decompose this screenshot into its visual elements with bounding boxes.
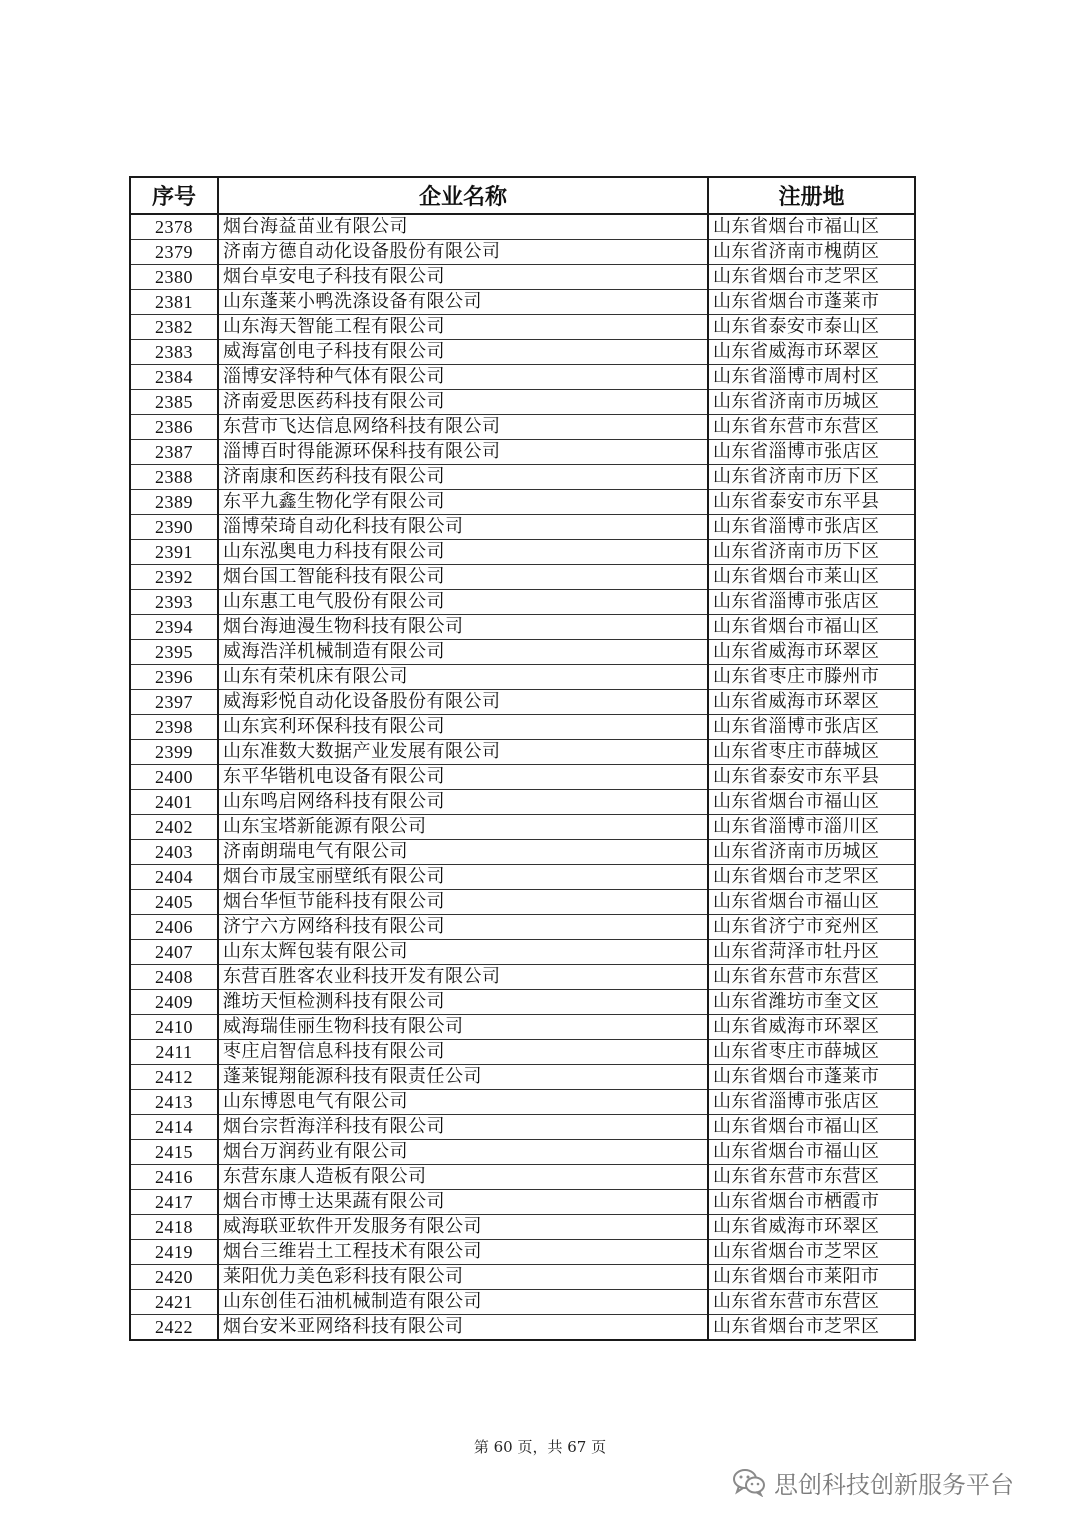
- cell-enterprise-name: 莱阳优力美色彩科技有限公司: [218, 1265, 708, 1290]
- cell-registered-location: 山东省威海市环翠区: [708, 640, 915, 665]
- table-row: [130, 640, 915, 665]
- cell-enterprise-name: 山东泓奥电力科技有限公司: [218, 540, 708, 565]
- table-row: [130, 1090, 915, 1115]
- cell-enterprise-name: 蓬莱锟翔能源科技有限责任公司: [218, 1065, 708, 1090]
- cell-serial-number: 2422: [130, 1315, 218, 1341]
- watermark-text: 思创科技创新服务平台: [774, 1470, 1014, 1499]
- cell-serial-number: 2408: [130, 965, 218, 990]
- table-row: [130, 940, 915, 965]
- table-header-row: [130, 177, 915, 214]
- cell-serial-number: 2419: [130, 1240, 218, 1265]
- cell-enterprise-name: 山东太辉包装有限公司: [218, 940, 708, 965]
- cell-enterprise-name: 东营市飞达信息网络科技有限公司: [218, 415, 708, 440]
- cell-serial-number: 2415: [130, 1140, 218, 1165]
- table-row: [130, 715, 915, 740]
- cell-enterprise-name: 威海富创电子科技有限公司: [218, 340, 708, 365]
- cell-registered-location: 山东省潍坊市奎文区: [708, 990, 915, 1015]
- cell-registered-location: 山东省烟台市福山区: [708, 1140, 915, 1165]
- cell-registered-location: 山东省威海市环翠区: [708, 690, 915, 715]
- cell-registered-location: 山东省烟台市芝罘区: [708, 865, 915, 890]
- cell-registered-location: 山东省烟台市栖霞市: [708, 1190, 915, 1215]
- cell-registered-location: 山东省烟台市芝罘区: [708, 265, 915, 290]
- table-row: [130, 1165, 915, 1190]
- table-row: [130, 790, 915, 815]
- cell-registered-location: 山东省烟台市芝罘区: [708, 1240, 915, 1265]
- cell-serial-number: 2378: [130, 214, 218, 240]
- table-row: [130, 415, 915, 440]
- cell-serial-number: 2417: [130, 1190, 218, 1215]
- cell-serial-number: 2411: [130, 1040, 218, 1065]
- table-row: [130, 1065, 915, 1090]
- table-body: [130, 214, 915, 1340]
- cell-registered-location: 山东省烟台市福山区: [708, 890, 915, 915]
- cell-registered-location: 山东省东营市东营区: [708, 1165, 915, 1190]
- cell-enterprise-name: 山东惠工电气股份有限公司: [218, 590, 708, 615]
- cell-registered-location: 山东省烟台市莱阳市: [708, 1265, 915, 1290]
- cell-enterprise-name: 济南朗瑞电气有限公司: [218, 840, 708, 865]
- cell-registered-location: 山东省威海市环翠区: [708, 1215, 915, 1240]
- cell-registered-location: 山东省济南市槐荫区: [708, 240, 915, 265]
- cell-registered-location: 山东省烟台市福山区: [708, 214, 915, 240]
- cell-registered-location: 山东省淄博市张店区: [708, 590, 915, 615]
- cell-registered-location: 山东省菏泽市牡丹区: [708, 940, 915, 965]
- cell-serial-number: 2402: [130, 815, 218, 840]
- cell-registered-location: 山东省东营市东营区: [708, 965, 915, 990]
- cell-registered-location: 山东省济南市历下区: [708, 465, 915, 490]
- cell-enterprise-name: 山东准数大数据产业发展有限公司: [218, 740, 708, 765]
- cell-enterprise-name: 淄博荣琦自动化科技有限公司: [218, 515, 708, 540]
- cell-registered-location: 山东省烟台市莱山区: [708, 565, 915, 590]
- cell-enterprise-name: 淄博百时得能源环保科技有限公司: [218, 440, 708, 465]
- cell-serial-number: 2383: [130, 340, 218, 365]
- table-row: [130, 865, 915, 890]
- cell-enterprise-name: 东营东康人造板有限公司: [218, 1165, 708, 1190]
- cell-enterprise-name: 烟台华恒节能科技有限公司: [218, 890, 708, 915]
- cell-enterprise-name: 枣庄启智信息科技有限公司: [218, 1040, 708, 1065]
- table-row: [130, 565, 915, 590]
- cell-enterprise-name: 山东创佳石油机械制造有限公司: [218, 1290, 708, 1315]
- table-row: [130, 315, 915, 340]
- table-row: [130, 690, 915, 715]
- header-enterprise-name: 企业名称: [218, 177, 708, 214]
- cell-registered-location: 山东省枣庄市薛城区: [708, 740, 915, 765]
- cell-serial-number: 2403: [130, 840, 218, 865]
- cell-enterprise-name: 山东博恩电气有限公司: [218, 1090, 708, 1115]
- table-row: [130, 214, 915, 240]
- table-row: [130, 740, 915, 765]
- cell-serial-number: 2414: [130, 1115, 218, 1140]
- cell-serial-number: 2395: [130, 640, 218, 665]
- cell-registered-location: 山东省济南市历下区: [708, 540, 915, 565]
- cell-registered-location: 山东省东营市东营区: [708, 1290, 915, 1315]
- cell-serial-number: 2394: [130, 615, 218, 640]
- cell-serial-number: 2380: [130, 265, 218, 290]
- table-row: [130, 965, 915, 990]
- cell-registered-location: 山东省烟台市福山区: [708, 1115, 915, 1140]
- table-row: [130, 1190, 915, 1215]
- cell-serial-number: 2391: [130, 540, 218, 565]
- cell-serial-number: 2388: [130, 465, 218, 490]
- cell-serial-number: 2397: [130, 690, 218, 715]
- cell-enterprise-name: 山东有荣机床有限公司: [218, 665, 708, 690]
- table-row: [130, 515, 915, 540]
- cell-enterprise-name: 烟台宗哲海洋科技有限公司: [218, 1115, 708, 1140]
- table-row: [130, 890, 915, 915]
- cell-registered-location: 山东省泰安市东平县: [708, 490, 915, 515]
- table-row: [130, 1140, 915, 1165]
- cell-registered-location: 山东省烟台市福山区: [708, 615, 915, 640]
- cell-serial-number: 2399: [130, 740, 218, 765]
- enterprise-table: [129, 176, 916, 1341]
- cell-serial-number: 2390: [130, 515, 218, 540]
- table-row: [130, 365, 915, 390]
- cell-registered-location: 山东省烟台市福山区: [708, 790, 915, 815]
- cell-serial-number: 2421: [130, 1290, 218, 1315]
- cell-enterprise-name: 烟台市晟宝丽壁纸有限公司: [218, 865, 708, 890]
- cell-serial-number: 2404: [130, 865, 218, 890]
- table-row: [130, 340, 915, 365]
- table-row: [130, 540, 915, 565]
- wechat-icon: [732, 1467, 766, 1497]
- cell-serial-number: 2409: [130, 990, 218, 1015]
- cell-serial-number: 2385: [130, 390, 218, 415]
- cell-serial-number: 2387: [130, 440, 218, 465]
- cell-enterprise-name: 威海浩洋机械制造有限公司: [218, 640, 708, 665]
- cell-serial-number: 2392: [130, 565, 218, 590]
- cell-registered-location: 山东省烟台市蓬莱市: [708, 1065, 915, 1090]
- cell-enterprise-name: 烟台市博士达果蔬有限公司: [218, 1190, 708, 1215]
- table-row: [130, 465, 915, 490]
- cell-serial-number: 2379: [130, 240, 218, 265]
- cell-registered-location: 山东省淄博市张店区: [708, 715, 915, 740]
- cell-registered-location: 山东省济宁市兖州区: [708, 915, 915, 940]
- cell-registered-location: 山东省泰安市东平县: [708, 765, 915, 790]
- cell-enterprise-name: 烟台卓安电子科技有限公司: [218, 265, 708, 290]
- cell-enterprise-name: 济南康和医药科技有限公司: [218, 465, 708, 490]
- table-row: [130, 1040, 915, 1065]
- cell-enterprise-name: 烟台国工智能科技有限公司: [218, 565, 708, 590]
- cell-serial-number: 2384: [130, 365, 218, 390]
- cell-registered-location: 山东省枣庄市滕州市: [708, 665, 915, 690]
- cell-registered-location: 山东省淄博市张店区: [708, 440, 915, 465]
- cell-serial-number: 2412: [130, 1065, 218, 1090]
- cell-enterprise-name: 烟台海益苗业有限公司: [218, 214, 708, 240]
- cell-registered-location: 山东省泰安市泰山区: [708, 315, 915, 340]
- cell-registered-location: 山东省威海市环翠区: [708, 340, 915, 365]
- table-row: [130, 615, 915, 640]
- table-row: [130, 590, 915, 615]
- cell-enterprise-name: 济南方德自动化设备股份有限公司: [218, 240, 708, 265]
- cell-serial-number: 2420: [130, 1265, 218, 1290]
- table-row: [130, 1315, 915, 1341]
- cell-enterprise-name: 淄博安泽特种气体有限公司: [218, 365, 708, 390]
- table-row: [130, 290, 915, 315]
- cell-enterprise-name: 威海联亚软件开发服务有限公司: [218, 1215, 708, 1240]
- table-row: [130, 240, 915, 265]
- cell-enterprise-name: 山东鸣启网络科技有限公司: [218, 790, 708, 815]
- cell-enterprise-name: 威海瑞佳丽生物科技有限公司: [218, 1015, 708, 1040]
- cell-registered-location: 山东省枣庄市薛城区: [708, 1040, 915, 1065]
- cell-enterprise-name: 济宁六方网络科技有限公司: [218, 915, 708, 940]
- cell-registered-location: 山东省济南市历城区: [708, 840, 915, 865]
- cell-enterprise-name: 山东海天智能工程有限公司: [218, 315, 708, 340]
- cell-serial-number: 2382: [130, 315, 218, 340]
- cell-enterprise-name: 东平华锴机电设备有限公司: [218, 765, 708, 790]
- cell-enterprise-name: 济南爱思医药科技有限公司: [218, 390, 708, 415]
- cell-registered-location: 山东省淄博市张店区: [708, 515, 915, 540]
- cell-serial-number: 2416: [130, 1165, 218, 1190]
- cell-serial-number: 2401: [130, 790, 218, 815]
- table-row: [130, 840, 915, 865]
- table-row: [130, 440, 915, 465]
- cell-enterprise-name: 潍坊天恒检测科技有限公司: [218, 990, 708, 1015]
- table-row: [130, 1215, 915, 1240]
- cell-serial-number: 2396: [130, 665, 218, 690]
- cell-registered-location: 山东省威海市环翠区: [708, 1015, 915, 1040]
- cell-serial-number: 2398: [130, 715, 218, 740]
- cell-registered-location: 山东省烟台市蓬莱市: [708, 290, 915, 315]
- cell-serial-number: 2381: [130, 290, 218, 315]
- cell-registered-location: 山东省烟台市芝罘区: [708, 1315, 915, 1341]
- cell-serial-number: 2389: [130, 490, 218, 515]
- table-row: [130, 1290, 915, 1315]
- cell-serial-number: 2386: [130, 415, 218, 440]
- cell-serial-number: 2410: [130, 1015, 218, 1040]
- header-registered-location: 注册地: [708, 177, 915, 214]
- cell-serial-number: 2405: [130, 890, 218, 915]
- table-row: [130, 490, 915, 515]
- cell-registered-location: 山东省济南市历城区: [708, 390, 915, 415]
- cell-enterprise-name: 烟台安米亚网络科技有限公司: [218, 1315, 708, 1341]
- table-row: [130, 990, 915, 1015]
- table-row: [130, 765, 915, 790]
- cell-enterprise-name: 山东蓬莱小鸭洗涤设备有限公司: [218, 290, 708, 315]
- cell-serial-number: 2400: [130, 765, 218, 790]
- cell-enterprise-name: 东营百胜客农业科技开发有限公司: [218, 965, 708, 990]
- cell-enterprise-name: 山东宝塔新能源有限公司: [218, 815, 708, 840]
- cell-serial-number: 2418: [130, 1215, 218, 1240]
- page-number: 第 60 页，共 67 页: [473, 1438, 607, 1456]
- cell-enterprise-name: 东平九鑫生物化学有限公司: [218, 490, 708, 515]
- table-row: [130, 915, 915, 940]
- table-row: [130, 265, 915, 290]
- cell-enterprise-name: 威海彩悦自动化设备股份有限公司: [218, 690, 708, 715]
- table-row: [130, 665, 915, 690]
- cell-enterprise-name: 烟台三维岩土工程技术有限公司: [218, 1240, 708, 1265]
- cell-registered-location: 山东省淄博市淄川区: [708, 815, 915, 840]
- cell-registered-location: 山东省淄博市张店区: [708, 1090, 915, 1115]
- table-row: [130, 1265, 915, 1290]
- cell-serial-number: 2393: [130, 590, 218, 615]
- cell-serial-number: 2406: [130, 915, 218, 940]
- cell-serial-number: 2407: [130, 940, 218, 965]
- table-row: [130, 1240, 915, 1265]
- cell-enterprise-name: 烟台万润药业有限公司: [218, 1140, 708, 1165]
- table-row: [130, 1015, 915, 1040]
- table-row: [130, 1115, 915, 1140]
- table-row: [130, 390, 915, 415]
- cell-registered-location: 山东省淄博市周村区: [708, 365, 915, 390]
- watermark: [732, 1462, 1014, 1502]
- header-serial-number: 序号: [130, 177, 218, 214]
- cell-enterprise-name: 山东宾利环保科技有限公司: [218, 715, 708, 740]
- cell-registered-location: 山东省东营市东营区: [708, 415, 915, 440]
- cell-serial-number: 2413: [130, 1090, 218, 1115]
- table-row: [130, 815, 915, 840]
- cell-enterprise-name: 烟台海迪漫生物科技有限公司: [218, 615, 708, 640]
